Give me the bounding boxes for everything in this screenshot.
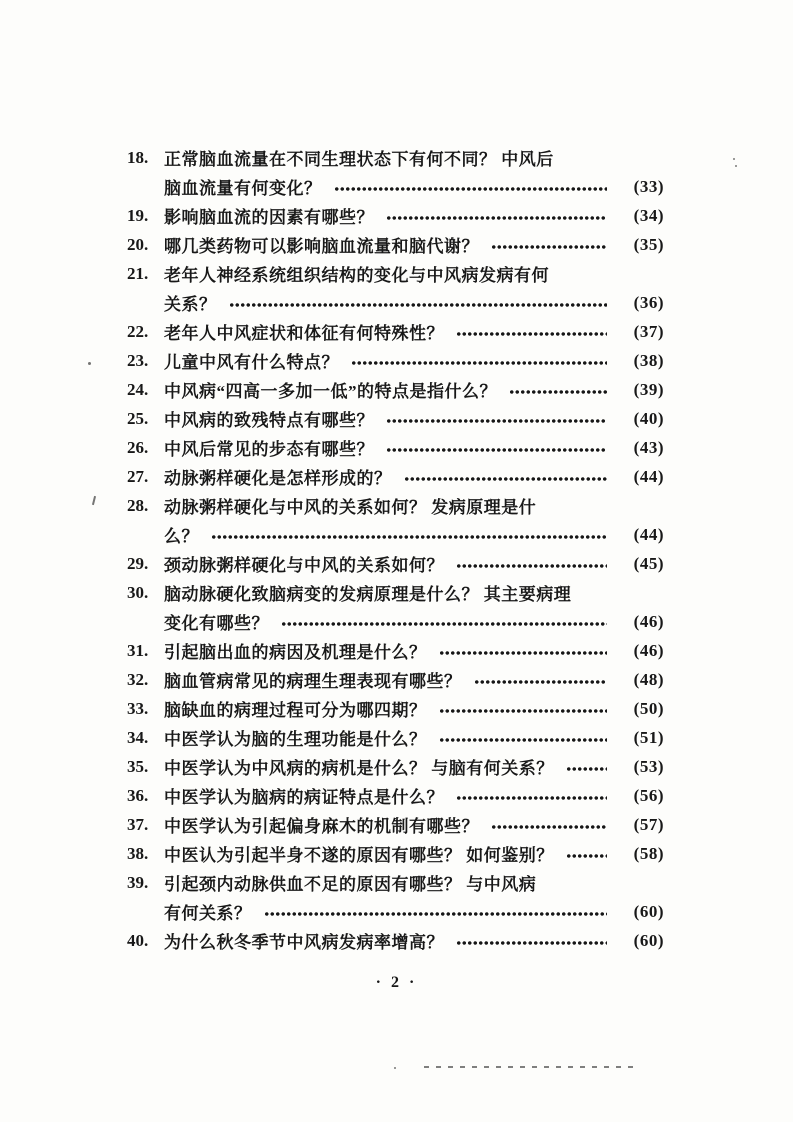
toc-row bbox=[127, 462, 664, 491]
toc-item-text: 动脉粥样硬化与中风的关系如何？ 发病原理是什 bbox=[164, 498, 537, 517]
scan-artifact-speck bbox=[394, 1067, 396, 1069]
toc-item-number: 27. bbox=[127, 466, 149, 486]
toc-item-number: 39. bbox=[127, 872, 149, 892]
toc-row bbox=[127, 172, 664, 201]
toc-item-text: 脑动脉硬化致脑病变的发病原理是什么？ 其主要病理 bbox=[164, 585, 572, 604]
toc-item-number: 22. bbox=[127, 321, 149, 341]
toc-page-number: (37) bbox=[633, 321, 664, 341]
toc-page-number: (44) bbox=[633, 524, 664, 544]
toc-item-text: 中风病的致残特点有哪些？ bbox=[164, 411, 374, 430]
toc-row bbox=[127, 868, 664, 897]
toc-item-text: 脑缺血的病理过程可分为哪四期？ bbox=[164, 701, 427, 720]
toc-item-text: 中医认为引起半身不遂的原因有哪些？ 如何鉴别？ bbox=[164, 846, 554, 865]
toc-item-number: 25. bbox=[127, 408, 149, 428]
toc-row bbox=[127, 491, 664, 520]
toc-page-number: (46) bbox=[633, 640, 664, 660]
dot-leader bbox=[334, 186, 608, 192]
toc-item-number: 26. bbox=[127, 437, 149, 457]
toc-page-number: (58) bbox=[633, 843, 664, 863]
dot-leader bbox=[456, 940, 607, 946]
toc-item-text: 为什么秋冬季节中风病发病率增高？ bbox=[164, 933, 444, 952]
toc-page-number: (39) bbox=[633, 379, 664, 399]
toc-item-number: 33. bbox=[127, 698, 149, 718]
toc-item-text: 正常脑血流量在不同生理状态下有何不同？ 中风后 bbox=[164, 150, 554, 169]
toc-page-number: (50) bbox=[633, 698, 664, 718]
toc-row bbox=[127, 752, 664, 781]
toc-item-text: 颈动脉粥样硬化与中风的关系如何？ bbox=[164, 556, 444, 575]
toc-item-text: 脑血流量有何变化？ bbox=[164, 179, 322, 198]
toc-page-number: (57) bbox=[633, 814, 664, 834]
toc-row bbox=[127, 810, 664, 839]
dot-leader bbox=[439, 737, 608, 743]
toc-page-number: (56) bbox=[633, 785, 664, 805]
toc-page-number: (40) bbox=[633, 408, 664, 428]
toc-page-number: (46) bbox=[633, 611, 664, 631]
toc-item-text: 中医学认为脑病的病证特点是什么？ bbox=[164, 788, 444, 807]
toc-item-number: 38. bbox=[127, 843, 149, 863]
toc-row bbox=[127, 578, 664, 607]
toc-page-number: (44) bbox=[633, 466, 664, 486]
toc-row bbox=[127, 636, 664, 665]
toc-item-number: 36. bbox=[127, 785, 149, 805]
toc-row bbox=[127, 404, 664, 433]
toc-item-text: 影响脑血流的因素有哪些？ bbox=[164, 208, 374, 227]
toc-page-number: (60) bbox=[633, 930, 664, 950]
dot-leader bbox=[456, 795, 607, 801]
dot-leader bbox=[456, 331, 607, 337]
toc-row bbox=[127, 607, 664, 636]
toc-item-number: 29. bbox=[127, 553, 149, 573]
toc-page-number: (35) bbox=[633, 234, 664, 254]
toc-page-number: (36) bbox=[633, 292, 664, 312]
toc-item-text: 关系？ bbox=[164, 295, 217, 314]
dot-leader bbox=[456, 563, 607, 569]
dot-leader bbox=[404, 476, 608, 482]
toc-row bbox=[127, 259, 664, 288]
toc-item-text: 么？ bbox=[164, 527, 199, 546]
dot-leader bbox=[264, 911, 608, 917]
toc-item-text: 中医学认为中风病的病机是什么？ 与脑有何关系？ bbox=[164, 759, 554, 778]
toc-item-number: 18. bbox=[127, 147, 149, 167]
toc-item-text: 老年人中风症状和体征有何特殊性？ bbox=[164, 324, 444, 343]
toc-page-number: (53) bbox=[633, 756, 664, 776]
toc-page-number: (51) bbox=[633, 727, 664, 747]
dot-leader bbox=[386, 447, 607, 453]
dot-leader bbox=[439, 708, 608, 714]
toc-row bbox=[127, 520, 664, 549]
toc-list bbox=[127, 143, 664, 955]
toc-page-number: (48) bbox=[633, 669, 664, 689]
footer-page-number: · 2 · bbox=[375, 974, 418, 991]
dot-leader bbox=[281, 621, 607, 627]
toc-item-number: 21. bbox=[127, 263, 149, 283]
dot-leader bbox=[491, 244, 607, 250]
toc-item-number: 31. bbox=[127, 640, 149, 660]
dot-leader bbox=[566, 853, 607, 859]
toc-item-text: 有何关系？ bbox=[164, 904, 252, 923]
toc-row bbox=[127, 926, 664, 955]
dot-leader bbox=[351, 360, 607, 366]
toc-item-text: 引起颈内动脉供血不足的原因有哪些？ 与中风病 bbox=[164, 875, 537, 894]
toc-page-number: (33) bbox=[633, 176, 664, 196]
toc-item-text: 老年人神经系统组织结构的变化与中风病发病有何 bbox=[164, 266, 549, 285]
toc-row bbox=[127, 201, 664, 230]
toc-item-number: 30. bbox=[127, 582, 149, 602]
toc-page-number: (45) bbox=[633, 553, 664, 573]
toc-row bbox=[127, 723, 664, 752]
toc-item-number: 32. bbox=[127, 669, 149, 689]
toc-page-number: (34) bbox=[633, 205, 664, 225]
dot-leader bbox=[386, 418, 607, 424]
toc-row bbox=[127, 839, 664, 868]
toc-item-text: 中医学认为脑的生理功能是什么？ bbox=[164, 730, 427, 749]
toc-item-text: 哪几类药物可以影响脑血流量和脑代谢？ bbox=[164, 237, 479, 256]
toc-row bbox=[127, 897, 664, 926]
toc-item-text: 儿童中风有什么特点？ bbox=[164, 353, 339, 372]
toc-row bbox=[127, 433, 664, 462]
toc-item-number: 19. bbox=[127, 205, 149, 225]
dot-leader bbox=[386, 215, 607, 221]
dot-leader bbox=[211, 534, 607, 540]
dot-leader bbox=[439, 650, 608, 656]
toc-row bbox=[127, 143, 664, 172]
toc-row bbox=[127, 781, 664, 810]
toc-row bbox=[127, 288, 664, 317]
toc-item-number: 20. bbox=[127, 234, 149, 254]
toc-item-text: 中风病“四高一多加一低”的特点是指什么？ bbox=[164, 382, 497, 401]
toc-item-text: 中风后常见的步态有哪些？ bbox=[164, 440, 374, 459]
toc-row bbox=[127, 549, 664, 578]
dot-leader bbox=[566, 766, 607, 772]
scan-artifact-dot bbox=[88, 362, 91, 365]
dot-leader bbox=[491, 824, 607, 830]
toc-item-number: 23. bbox=[127, 350, 149, 370]
scan-artifact-colon bbox=[733, 158, 735, 160]
toc-page-number: (38) bbox=[633, 350, 664, 370]
toc-row bbox=[127, 665, 664, 694]
scan-artifact-dashed-line bbox=[424, 1066, 634, 1068]
toc-item-text: 脑血管病常见的病理生理表现有哪些？ bbox=[164, 672, 462, 691]
toc-item-text: 动脉粥样硬化是怎样形成的？ bbox=[164, 469, 392, 488]
toc-row bbox=[127, 346, 664, 375]
toc-item-number: 35. bbox=[127, 756, 149, 776]
toc-row bbox=[127, 230, 664, 259]
toc-page-number: (60) bbox=[633, 901, 664, 921]
toc-item-text: 中医学认为引起偏身麻木的机制有哪些？ bbox=[164, 817, 479, 836]
toc-item-number: 28. bbox=[127, 495, 149, 515]
dot-leader bbox=[229, 302, 608, 308]
toc-page-number: (43) bbox=[633, 437, 664, 457]
toc-item-number: 37. bbox=[127, 814, 149, 834]
toc-item-text: 变化有哪些？ bbox=[164, 614, 269, 633]
toc-item-number: 24. bbox=[127, 379, 149, 399]
toc-row bbox=[127, 694, 664, 723]
toc-item-text: 引起脑出血的病因及机理是什么？ bbox=[164, 643, 427, 662]
toc-item-number: 34. bbox=[127, 727, 149, 747]
toc-item-number: 40. bbox=[127, 930, 149, 950]
toc-row bbox=[127, 375, 664, 404]
dot-leader bbox=[474, 679, 608, 685]
dot-leader bbox=[509, 389, 607, 395]
scan-artifact-tick bbox=[92, 496, 96, 505]
toc-row bbox=[127, 317, 664, 346]
